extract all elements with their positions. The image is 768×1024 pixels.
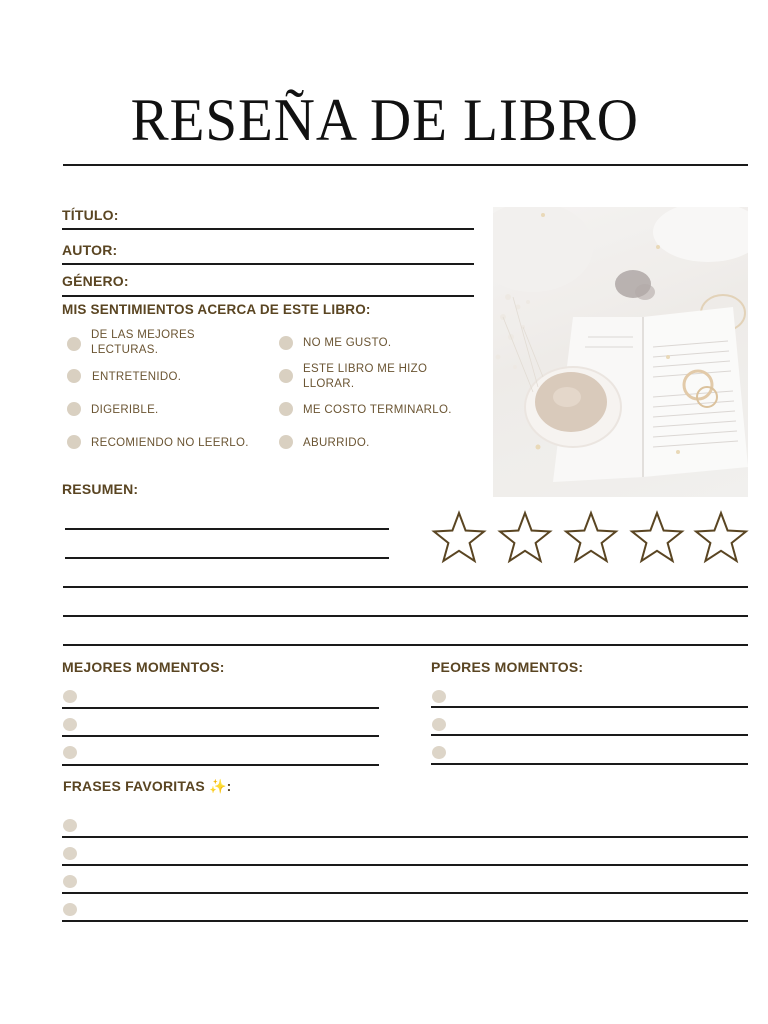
quote-bullet-4 [63, 903, 77, 916]
quote-line-2[interactable] [62, 864, 748, 866]
star-outline-icon[interactable] [434, 513, 484, 561]
feeling-option-4-radio[interactable] [279, 369, 293, 383]
feeling-option-4-label: ESTE LIBRO ME HIZO LLORAR. [303, 363, 428, 390]
summary-heading: RESUMEN: [62, 481, 139, 497]
summary-line-4[interactable] [63, 615, 748, 617]
field-line-autor[interactable] [62, 263, 474, 265]
feeling-option-1-label: DE LAS MEJORES LECTURAS. [91, 329, 195, 356]
summary-line-3[interactable] [63, 586, 748, 588]
best-moments-heading: MEJORES MOMENTOS: [62, 659, 225, 675]
summary-line-1[interactable] [65, 528, 389, 530]
quote-line-3[interactable] [62, 892, 748, 894]
best-moment-bullet-2 [63, 718, 77, 731]
quotes-heading-colon: : [226, 778, 232, 794]
quote-bullet-3 [63, 875, 77, 888]
feeling-option-1-radio[interactable] [67, 337, 81, 351]
summary-line-5[interactable] [63, 644, 748, 646]
best-moment-bullet-1 [63, 690, 77, 703]
quote-bullet-2 [63, 847, 77, 860]
best-moment-line-2[interactable] [62, 735, 379, 737]
field-label-titulo: TÍTULO: [62, 207, 119, 223]
star-outline-icon[interactable] [696, 513, 746, 561]
best-moment-line-3[interactable] [62, 764, 379, 766]
sparkles-icon: ✨ [209, 778, 227, 794]
best-moment-bullet-3 [63, 746, 77, 759]
quote-line-1[interactable] [62, 836, 748, 838]
feeling-option-8-label: ABURRIDO. [303, 437, 370, 449]
field-line-titulo[interactable] [62, 228, 474, 230]
worst-moment-line-2[interactable] [431, 734, 748, 736]
summary-line-2[interactable] [65, 557, 389, 559]
worst-moment-bullet-2 [432, 718, 446, 731]
feeling-option-8-radio[interactable] [279, 435, 293, 449]
feeling-option-5-radio[interactable] [67, 402, 81, 416]
worst-moment-bullet-3 [432, 746, 446, 759]
quotes-heading [63, 778, 232, 795]
quote-line-4[interactable] [62, 920, 748, 922]
field-label-autor: AUTOR: [62, 242, 118, 258]
feeling-option-6-radio[interactable] [279, 402, 293, 416]
star-outline-icon[interactable] [500, 513, 550, 561]
rating-stars [428, 508, 753, 566]
page-title: RESEÑA DE LIBRO [130, 87, 639, 153]
worst-moment-line-3[interactable] [431, 763, 748, 765]
feeling-option-5-label: DIGERIBLE. [91, 404, 159, 416]
feeling-option-2-radio[interactable] [279, 336, 293, 350]
feeling-option-3-label: ENTRETENIDO. [92, 371, 182, 383]
worst-moment-bullet-1 [432, 690, 446, 703]
star-outline-icon[interactable] [632, 513, 682, 561]
feeling-option-6-label: ME COSTO TERMINARLO. [303, 404, 452, 416]
book-coffee-photo [493, 207, 748, 497]
feeling-option-7-label: RECOMIENDO NO LEERLO. [91, 437, 249, 449]
best-moment-line-1[interactable] [62, 707, 379, 709]
field-label-genero: GÉNERO: [62, 273, 129, 289]
feeling-option-3-radio[interactable] [67, 369, 81, 383]
quote-bullet-1 [63, 819, 77, 832]
feeling-option-2-label: NO ME GUSTO. [303, 337, 392, 349]
star-outline-icon[interactable] [566, 513, 616, 561]
worst-moment-line-1[interactable] [431, 706, 748, 708]
feelings-heading: MIS SENTIMIENTOS ACERCA DE ESTE LIBRO: [62, 302, 371, 317]
title-divider [63, 164, 748, 166]
feeling-option-7-radio[interactable] [67, 435, 81, 449]
worst-moments-heading: PEORES MOMENTOS: [431, 659, 584, 675]
quotes-heading-text: FRASES FAVORITAS [63, 778, 205, 794]
field-line-genero[interactable] [62, 295, 474, 297]
